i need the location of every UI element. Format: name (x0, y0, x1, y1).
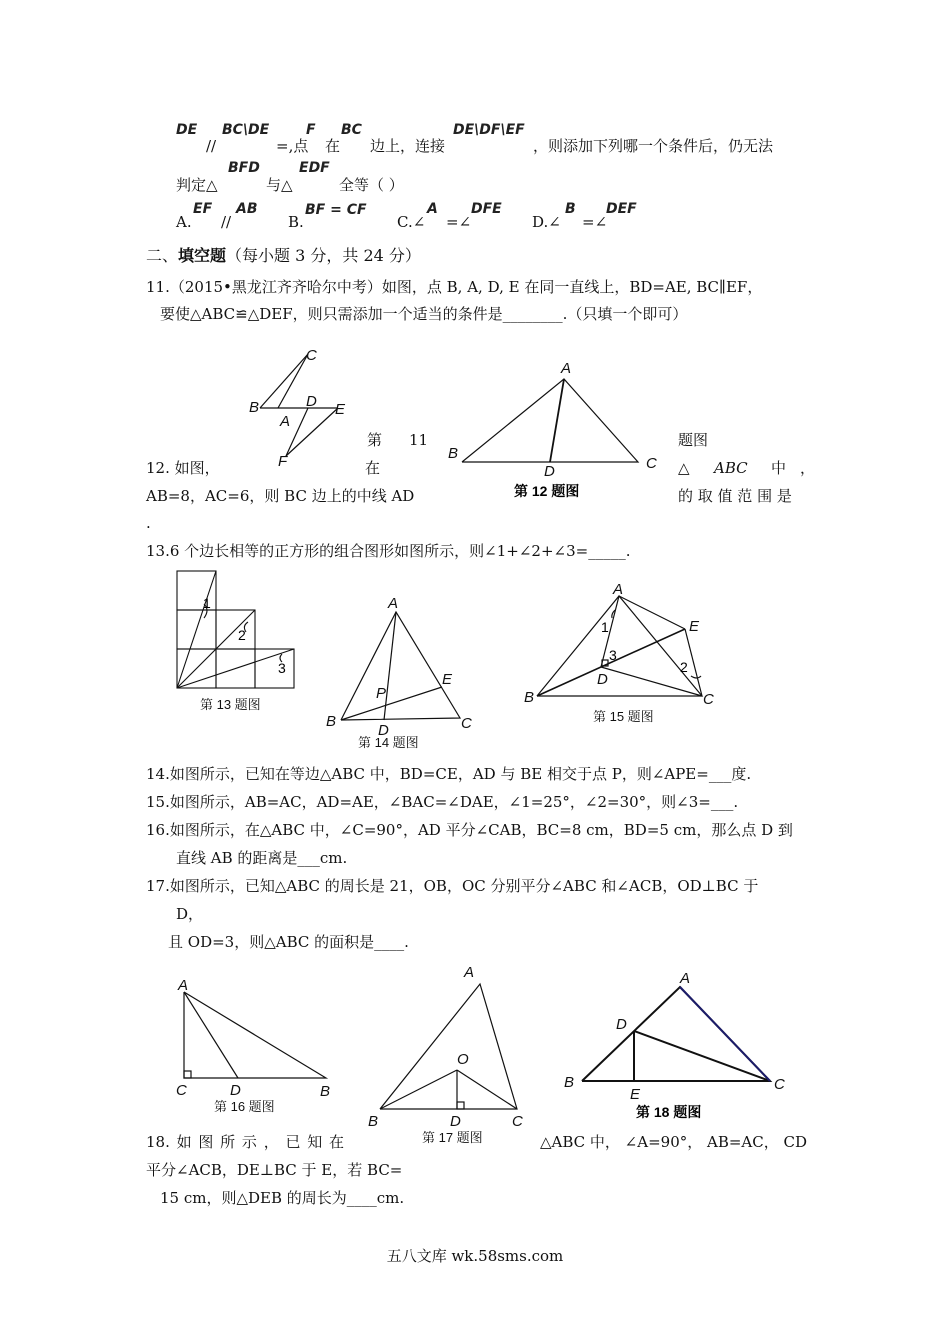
q12-tiitu: 题图 (678, 431, 709, 449)
fig14-caption: 第 14 题图 (358, 735, 419, 750)
fig13-angle-2: 2 (238, 627, 246, 643)
q12-zai: 在 (365, 459, 381, 477)
fig18-line-cd (634, 1031, 770, 1081)
figure-17 (362, 962, 537, 1147)
q18-line-3: 15 cm，则△DEB 的周长为____cm. (160, 1189, 405, 1207)
figure-14 (318, 590, 483, 752)
fig15-label-e: E (689, 618, 700, 635)
fig12-label-a: A (561, 360, 572, 377)
fig12-triangle (462, 379, 638, 462)
figure-11 (240, 340, 360, 470)
fig17-label-a: A (464, 964, 475, 981)
q10-yu: 与△ (266, 176, 293, 194)
fig18-label-d: D (616, 1016, 627, 1033)
fig18-label-a: A (680, 970, 691, 987)
fig14-label-c: C (461, 715, 472, 732)
fig16-label-c: C (176, 1082, 187, 1099)
fig15-label-d: D (597, 671, 608, 688)
fig11-line-ca (278, 354, 308, 408)
q10-parallel: // (206, 137, 217, 155)
q12-triangle-sym: △ (678, 459, 690, 477)
fig12-label-d: D (544, 463, 555, 480)
q10-formula-bcde: BC\DE (222, 122, 270, 138)
fig11-label-a: A (280, 413, 291, 430)
q10-formula-bfd: BFD (228, 160, 260, 176)
fig16-triangle (184, 992, 326, 1078)
q10-option-c-a: A (427, 201, 438, 217)
fig11-label-c: C (306, 347, 317, 364)
q16-line-1: 16.如图所示，在△ABC 中，∠C=90°，AD 平分∠CAB，BC=8 cm，BD=5 cm，那么点 D 到 (146, 821, 793, 839)
fig16-line-ad (184, 992, 238, 1078)
q12-lead: 12. 如图， (146, 459, 220, 477)
fig11-line-ef (286, 408, 338, 456)
fig11-label-d: D (306, 393, 317, 410)
section-2-heading (146, 246, 421, 266)
fig14-label-d: D (378, 722, 389, 739)
fig14-label-b: B (326, 713, 337, 730)
q17-line-1: 17.如图所示，已知△ABC 的周长是 21，OB，OC 分别平分∠ABC 和∠ACB，OD⊥BC 于 (146, 877, 759, 895)
figure-15 (515, 580, 720, 730)
footer-watermark: 五八文库 wk.58sms.com (386, 1247, 564, 1265)
q10-quandeng: 全等（ ） (339, 176, 404, 194)
q10-formula-edf: EDF (299, 160, 330, 176)
q10-panding: 判定△ (176, 176, 218, 194)
q10-option-a-par: // (221, 213, 232, 231)
q12-di: 第 (367, 431, 383, 449)
fig18-triangle (582, 987, 770, 1081)
q10-option-c-eq: =∠ (446, 213, 472, 231)
q15-text: 15.如图所示，AB=AC，AD=AE，∠BAC=∠DAE，∠1=25°，∠2=30°，则∠3=___. (146, 793, 739, 811)
fig17-label-o: O (457, 1051, 469, 1068)
fig18-label-b: B (564, 1074, 575, 1091)
fig18-line-ac (680, 987, 770, 1081)
fig18-caption: 第 18 题图 (636, 1104, 702, 1120)
q17-line-3: 且 OD=3，则△ABC 的面积是____. (168, 933, 409, 951)
q16-line-2: 直线 AB 的距离是___cm. (176, 849, 348, 867)
fig15-label-c: C (703, 691, 714, 708)
q12-line-2b: 的 取 值 范 围 是 (678, 487, 792, 505)
q18-mid: △ABC 中， ∠A=90°， AB=AC， CD (540, 1133, 808, 1151)
fig13-diag-1 (177, 571, 216, 688)
q11-line-2: 要使△ABC≌△DEF，则只需添加一个适当的条件是________.（只填一个即可） (160, 305, 688, 323)
q10-formula-f: F (306, 122, 316, 138)
fig15-label-a: A (613, 581, 624, 598)
fig17-triangle (380, 984, 517, 1109)
q12-line-2a: AB=8，AC=6，则 BC 边上的中线 AD (146, 487, 415, 505)
q12-abc: ABC (714, 459, 748, 477)
fig11-label-b: B (249, 399, 260, 416)
section-2-number: 二、 (146, 246, 179, 265)
figure-16 (168, 972, 343, 1117)
q11-line-1: 11.（2015•黑龙江齐齐哈尔中考）如图，点 B, A, D, E 在同一直线上，BD=AE, BC∥EF， (146, 278, 763, 296)
q18-line-2: 平分∠ACB，DE⊥BC 于 E，若 BC= (146, 1161, 403, 1179)
fig11-line-bc (260, 354, 308, 408)
fig17-label-c: C (512, 1113, 523, 1130)
q10-option-b-formula: BF = CF (305, 202, 367, 218)
fig17-label-d: D (450, 1113, 461, 1130)
fig12-median-ad (550, 379, 564, 462)
q10-option-a-ef: EF (193, 201, 213, 217)
fig16-label-a: A (178, 977, 189, 994)
fig17-right-angle (457, 1102, 464, 1109)
fig15-arc-2 (691, 676, 701, 678)
fig16-right-angle (184, 1071, 191, 1078)
fig14-label-e: E (442, 671, 453, 688)
figure-13 (170, 566, 310, 716)
fig15-line-ae (619, 596, 685, 629)
q12-comma: ， (800, 459, 816, 477)
fig14-label-a: A (388, 595, 399, 612)
fig16-label-d: D (230, 1082, 241, 1099)
fig13-diag-3 (177, 649, 294, 688)
fig18-label-e: E (630, 1086, 641, 1103)
q14-text: 14.如图所示，已知在等边△ABC 中，BD=CE，AD 与 BE 相交于点 P，则∠APE=___度. (146, 765, 752, 783)
fig15-angle-3: 3 (609, 647, 617, 663)
fig13-angle-3: 3 (278, 660, 286, 676)
fig15-triangle-abc (537, 596, 702, 696)
fig11-label-e: E (335, 401, 346, 418)
fig16-caption: 第 16 题图 (214, 1099, 275, 1114)
section-2-bold: 填空题 (178, 246, 227, 265)
q10-option-c: C.∠ (397, 213, 426, 231)
q10-bianshang: 边上，连接 (370, 137, 446, 155)
q12-zhong: 中 (771, 459, 787, 477)
fig17-label-b: B (368, 1113, 379, 1130)
q10-formula-dedfef: DE\DF\EF (453, 122, 525, 138)
fig13-square-6 (255, 649, 294, 688)
q12-num: 11 (409, 431, 429, 449)
fig14-triangle (341, 612, 460, 720)
q10-eq-point: =,点 (276, 137, 309, 155)
q10-option-d-eq: =∠ (582, 213, 608, 231)
q10-option-b: B. (288, 213, 304, 231)
q10-formula-bc: BC (341, 122, 362, 138)
fig12-caption: 第 12 题图 (514, 483, 580, 499)
q10-option-d: D.∠ (532, 213, 561, 231)
q13-text: 13.6 个边长相等的正方形的组合图形如图所示，则∠1+∠2+∠3=_____. (146, 542, 631, 560)
fig17-caption: 第 17 题图 (422, 1130, 483, 1145)
fig17-line-oc (457, 1070, 517, 1109)
q10-option-d-b: B (565, 201, 576, 217)
fig14-label-p: P (376, 685, 387, 702)
q10-option-d-def: DEF (606, 201, 637, 217)
fig15-angle-1: 1 (601, 619, 609, 635)
fig13-caption: 第 13 题图 (200, 697, 261, 712)
fig15-label-b: B (524, 689, 535, 706)
fig18-label-c: C (774, 1076, 785, 1093)
fig14-line-be (341, 687, 442, 720)
q10-option-a: A. (176, 213, 192, 231)
section-2-rest: （每小题 3 分，共 24 分） (226, 246, 421, 265)
q10-option-a-ab: AB (236, 201, 258, 217)
q10-formula-de: DE (176, 122, 198, 138)
q10-zai: 在 (325, 137, 341, 155)
q17-line-2: D， (176, 905, 204, 923)
figure-18 (560, 965, 800, 1125)
fig13-angle-1: 1 (203, 595, 211, 611)
fig11-label-f: F (278, 453, 288, 470)
fig17-line-ob (380, 1070, 457, 1109)
q12-dot: . (146, 514, 151, 532)
figure-12 (440, 355, 670, 505)
q18-lead: 18. 如 图 所 示 ， 已 知 在 (146, 1133, 345, 1151)
q10-tail: ，则添加下列哪一个条件后，仍无法 (533, 137, 774, 155)
fig15-angle-2: 2 (680, 659, 688, 675)
fig12-label-c: C (646, 455, 657, 472)
fig12-label-b: B (448, 445, 459, 462)
fig16-label-b: B (320, 1083, 331, 1100)
fig15-caption: 第 15 题图 (593, 709, 654, 724)
q10-option-c-dfe: DFE (471, 201, 502, 217)
